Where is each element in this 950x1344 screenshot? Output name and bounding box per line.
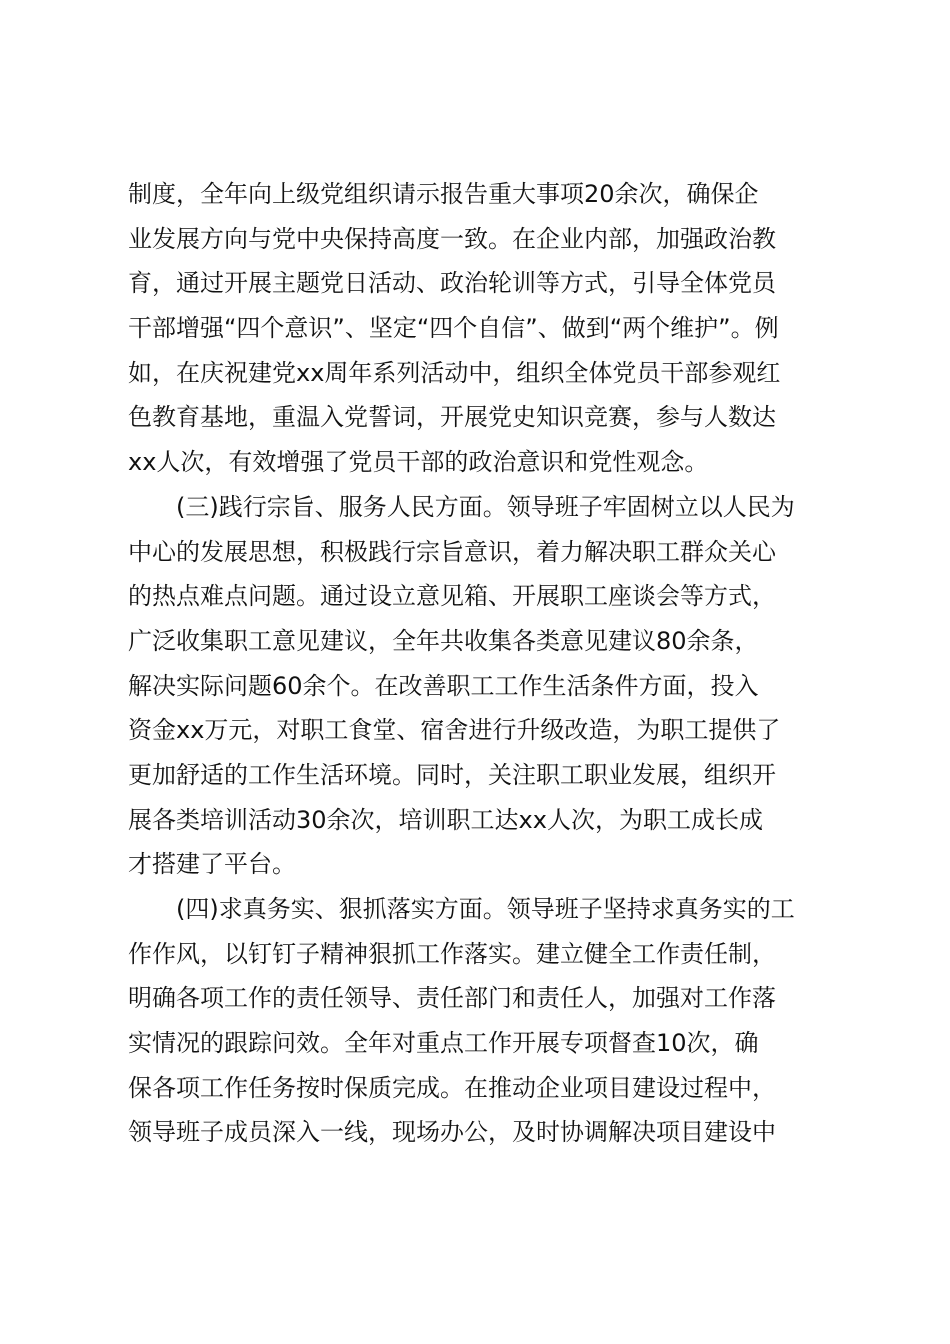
text-line: 实情况的跟踪问效。全年对重点工作开展专项督查10次，确 — [128, 1029, 759, 1058]
text-line: 保各项工作任务按时保质完成。在推动企业项目建设过程中， — [128, 1073, 776, 1102]
text-line: 作作风，以钉钉子精神狠抓工作落实。建立健全工作责任制， — [128, 939, 776, 968]
text-line: 展各类培训活动30余次，培训职工达xx人次，为职工成长成 — [128, 805, 763, 834]
text-line: 解决实际问题60余个。在改善职工工作生活条件方面，投入 — [128, 671, 759, 700]
text-line: 中心的发展思想，积极践行宗旨意识，着力解决职工群众关心 — [128, 537, 776, 566]
text-line: 色教育基地，重温入党誓词，开展党史知识竞赛，参与人数达 — [128, 403, 776, 432]
text-line: 业发展方向与党中央保持高度一致。在企业内部，加强政治教 — [128, 224, 776, 253]
text-line: 领导班子成员深入一线，现场办公，及时协调解决项目建设中 — [128, 1118, 776, 1147]
text-line: 广泛收集职工意见建议，全年共收集各类意见建议80余条， — [128, 626, 759, 655]
text-line: 干部增强“四个意识”、坚定“四个自信”、做到“两个维护”。例 — [128, 314, 779, 343]
text-line: 育，通过开展主题党日活动、政治轮训等方式，引导全体党员 — [128, 269, 776, 298]
document-body — [128, 172, 834, 1155]
text-line: 更加舒适的工作生活环境。同时，关注职工职业发展，组织开 — [128, 760, 776, 789]
paragraph-section-three — [128, 485, 834, 887]
paragraph-section-four — [128, 887, 834, 1155]
text-line: 才搭建了平台。 — [128, 850, 296, 879]
text-line: 的热点难点问题。通过设立意见箱、开展职工座谈会等方式， — [128, 582, 776, 611]
text-line: 资金xx万元，对职工食堂、宿舍进行升级改造，为职工提供了 — [128, 716, 781, 745]
text-line: (三)践行宗旨、服务人民方面。领导班子牢固树立以人民为 — [176, 492, 795, 521]
text-line: 制度，全年向上级党组织请示报告重大事项20余次，确保企 — [128, 180, 759, 208]
text-line: xx人次，有效增强了党员干部的政治意识和党性观念。 — [128, 448, 709, 477]
text-line: 明确各项工作的责任领导、责任部门和责任人，加强对工作落 — [128, 984, 776, 1013]
text-line: 如，在庆祝建党xx周年系列活动中，组织全体党员干部参观红 — [128, 358, 781, 387]
text-line: (四)求真务实、狠抓落实方面。领导班子坚持求真务实的工 — [176, 895, 795, 923]
paragraph-continuation — [128, 172, 834, 485]
